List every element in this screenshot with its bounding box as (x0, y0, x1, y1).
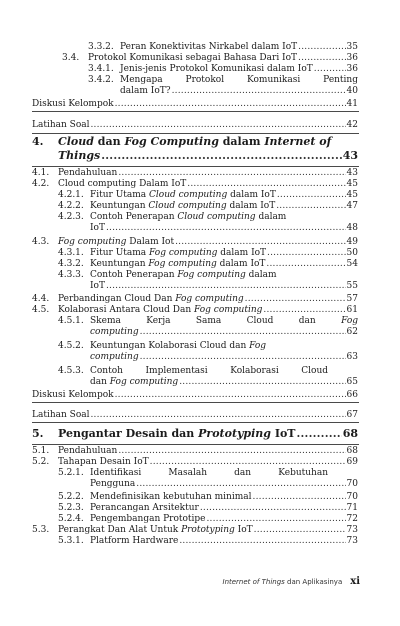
leader-dots (179, 377, 345, 388)
toc-entry-5-3-1[interactable] (58, 536, 358, 547)
entry-title: Perbandingan Cloud Dan Fog computing (58, 294, 244, 304)
toc-entry-4-2-1[interactable] (58, 190, 358, 201)
page-number: 66 (346, 390, 358, 400)
entry-number: 3.4. (62, 53, 80, 63)
entry-title: Tahapan Desain IoT (58, 457, 149, 467)
leader-dots (267, 248, 346, 259)
toc-entry-4-5-1-line1[interactable] (58, 316, 358, 327)
entry-title: Mengapa Protokol Komunikasi Penting (120, 75, 358, 85)
toc-entry-4-3-1[interactable] (58, 248, 358, 259)
divider (32, 166, 359, 167)
entry-title: Mendefinisikan kebutuhan minimal (90, 492, 252, 502)
entry-number: 4.2.2. (58, 201, 84, 211)
page-number: 68 (342, 427, 358, 440)
leader-dots (314, 64, 346, 75)
entry-number: 4.5. (32, 305, 50, 315)
chapter-number: 4. (32, 135, 44, 148)
toc-entry-diskusi-3[interactable] (32, 99, 358, 110)
page-number: 57 (346, 294, 358, 304)
running-title: Internet of Things dan Aplikasinya (222, 578, 343, 586)
toc-entry-4-3-3-line1[interactable] (58, 270, 277, 281)
page-number: 45 (346, 179, 358, 189)
toc-entry-4-5[interactable] (32, 305, 358, 316)
entry-number: 5.2.3. (58, 503, 84, 513)
entry-title: Diskusi Kelompok (32, 390, 114, 400)
page-number: 68 (346, 446, 358, 456)
page-number: 54 (346, 259, 358, 269)
leader-dots (106, 223, 346, 234)
entry-number: 5.2.1. (58, 468, 84, 478)
toc-entry-5-3[interactable] (32, 525, 358, 536)
entry-number: 4.3.2. (58, 259, 84, 269)
page-number: 70 (346, 492, 358, 502)
divider (32, 111, 359, 112)
page-number: 45 (346, 190, 358, 200)
entry-number: 3.4.1. (88, 64, 114, 74)
entry-title-cont: computing (90, 327, 139, 337)
page-number: 43 (342, 149, 358, 162)
entry-title: Protokol Komunikasi sebagai Bahasa Dari IoT (88, 53, 298, 63)
page-number: 35 (346, 42, 358, 52)
toc-entry-3-4-2-line2[interactable] (120, 86, 358, 97)
leader-dots (187, 179, 345, 190)
entry-title: Kolaborasi Antara Cloud Dan Fog computing (58, 305, 263, 315)
leader-dots (175, 237, 345, 248)
entry-title: Keuntungan Fog computing dalam IoT (90, 259, 266, 269)
entry-title: Diskusi Kelompok (32, 99, 114, 109)
toc-entry-4-2-3-line1[interactable] (58, 212, 286, 223)
leader-dots (150, 457, 346, 468)
toc-entry-4-2-2[interactable] (58, 201, 358, 212)
entry-number: 4.1. (32, 168, 50, 178)
toc-entry-4-3[interactable] (32, 237, 358, 248)
toc-entry-3-4-2-line1[interactable] (88, 75, 358, 86)
page-number: 49 (346, 237, 358, 247)
leader-dots (172, 86, 346, 97)
folio-page-number: xi (350, 576, 360, 587)
page-number: 36 (346, 53, 358, 63)
page-number: 71 (346, 503, 358, 513)
entry-title: Perangkat Dan Alat Untuk Prototyping IoT (58, 525, 253, 535)
chapter-4-title-line2[interactable] (58, 149, 358, 163)
divider (32, 402, 359, 403)
page-number: 42 (346, 120, 358, 130)
divider (32, 133, 359, 134)
entry-title: Fitur Utama Cloud computing dalam IoT (90, 190, 276, 200)
toc-entry-5-2-2[interactable] (58, 492, 358, 503)
toc-entry-5-2[interactable] (32, 457, 358, 468)
leader-dots (277, 190, 346, 201)
toc-entry-4-5-2-line1[interactable] (58, 341, 266, 352)
entry-number: 4.3. (32, 237, 50, 247)
page-number: 50 (346, 248, 358, 258)
leader-dots (118, 446, 345, 457)
toc-entry-3-4[interactable] (62, 53, 358, 64)
leader-dots (298, 53, 346, 64)
entry-number: 3.3.2. (88, 42, 114, 52)
entry-title-cont: dan Fog computing (90, 377, 179, 387)
chapter-5-title[interactable] (32, 427, 358, 441)
page-footer (170, 576, 360, 590)
leader-dots (106, 281, 346, 292)
entry-number: 4.5.3. (58, 366, 84, 376)
entry-title-cont: dalam IoT? (120, 86, 171, 96)
toc-entry-4-4[interactable] (32, 294, 358, 305)
entry-title: Cloud computing Dalam IoT (58, 179, 187, 189)
divider (32, 422, 359, 423)
leader-dots (140, 327, 346, 338)
leader-dots (298, 42, 345, 53)
entry-title: Perancangan Arsitektur (90, 503, 199, 513)
leader-dots (200, 503, 346, 514)
toc-entry-latihan-4[interactable] (32, 410, 358, 421)
leader-dots (101, 149, 341, 163)
page-number: 36 (346, 64, 358, 74)
entry-title: Contoh Implementasi Kolaborasi Cloud (90, 366, 328, 376)
entry-title: Pendahuluan (58, 168, 118, 178)
toc-entry-4-2[interactable] (32, 179, 358, 190)
leader-dots (91, 120, 346, 131)
entry-title-cont: IoT (90, 223, 105, 233)
entry-title: Peran Konektivitas Nirkabel dalam IoT (120, 42, 298, 52)
entry-title: Fog computing Dalam Iot (58, 237, 175, 247)
entry-title: Pendahuluan (58, 446, 118, 456)
leader-dots (297, 427, 342, 441)
entry-title: Contoh Penerapan Fog computing dalam (90, 270, 277, 280)
toc-entry-4-3-3-line2[interactable] (90, 281, 358, 292)
entry-number: 4.5.2. (58, 341, 84, 351)
toc-entry-5-2-1-line1[interactable] (58, 468, 328, 479)
leader-dots (179, 536, 345, 547)
entry-number: 4.3.1. (58, 248, 84, 258)
toc-entry-4-2-3-line2[interactable] (90, 223, 358, 234)
entry-number: 3.4.2. (88, 75, 114, 85)
toc-entry-4-5-2-line2[interactable] (90, 352, 358, 363)
chapter-title-part: Things (58, 149, 101, 162)
page-number: 69 (346, 457, 358, 467)
entry-number: 5.2. (32, 457, 50, 467)
leader-dots (245, 294, 346, 305)
toc-entry-4-1[interactable] (32, 168, 358, 179)
page-number: 43 (346, 168, 358, 178)
entry-number: 5.2.4. (58, 514, 84, 524)
toc-entry-5-2-1-line2[interactable] (90, 479, 358, 490)
page-number: 62 (346, 327, 358, 337)
chapter-title-part: Fog Computing (124, 135, 219, 148)
entry-title: Jenis-jenis Protokol Komunikasi dalam IoT (120, 64, 313, 74)
entry-title: Skema Kerja Sama Cloud dan Fog (90, 316, 358, 326)
leader-dots (91, 410, 346, 421)
leader-dots (266, 259, 345, 270)
entry-title: Keuntungan Cloud computing dalam IoT (90, 201, 276, 211)
leader-dots (115, 390, 346, 401)
page-number: 63 (346, 352, 358, 362)
leader-dots (254, 525, 346, 536)
toc-entry-5-2-4[interactable] (58, 514, 358, 525)
entry-number: 5.2.2. (58, 492, 84, 502)
entry-title: Identifikasi Masalah dan Kebutuhan (90, 468, 328, 478)
entry-title: Keuntungan Kolaborasi Cloud dan Fog (90, 341, 267, 351)
entry-title-cont: IoT (90, 281, 105, 291)
page-number: 40 (346, 86, 358, 96)
leader-dots (276, 201, 345, 212)
leader-dots (118, 168, 345, 179)
entry-title: Fitur Utama Fog computing dalam IoT (90, 248, 267, 258)
entry-number: 5.3. (32, 525, 50, 535)
entry-title-cont: Pengguna (90, 479, 136, 489)
entry-number: 5.3.1. (58, 536, 84, 546)
entry-number: 4.2. (32, 179, 50, 189)
chapter-title: Pengantar Desain dan Prototyping IoT (58, 427, 296, 440)
entry-title-cont: computing (90, 352, 139, 362)
page-number: 61 (346, 305, 358, 315)
entry-title: Latihan Soal (32, 120, 90, 130)
toc-entry-4-5-3-line1[interactable] (58, 366, 328, 377)
toc-entry-5-2-3[interactable] (58, 503, 358, 514)
leader-dots (207, 514, 346, 525)
toc-entry-4-5-1-line2[interactable] (90, 327, 358, 338)
chapter-4-title-line1[interactable] (32, 135, 358, 149)
page-number: 47 (346, 201, 358, 211)
toc-entry-diskusi-4[interactable] (32, 390, 358, 401)
chapter-title-part: dalam (218, 135, 265, 148)
entry-number: 4.3.3. (58, 270, 84, 280)
entry-number: 4.4. (32, 294, 50, 304)
divider (32, 444, 359, 445)
page-number: 48 (346, 223, 358, 233)
chapter-title-part: Internet of (264, 135, 332, 148)
entry-number: 5.1. (32, 446, 50, 456)
entry-title: Latihan Soal (32, 410, 90, 420)
page-number: 72 (346, 514, 358, 524)
entry-number: 4.2.1. (58, 190, 84, 200)
entry-number: 4.5.1. (58, 316, 84, 326)
page-number: 65 (346, 377, 358, 387)
page-number: 55 (346, 281, 358, 291)
chapter-title-part: dan (93, 135, 125, 148)
page-number: 73 (346, 536, 358, 546)
toc-entry-latihan-3[interactable] (32, 120, 358, 131)
page-number: 70 (346, 479, 358, 489)
leader-dots (263, 305, 345, 316)
entry-title: Platform Hardware (90, 536, 179, 546)
leader-dots (140, 352, 346, 363)
page-number: 67 (346, 410, 358, 420)
toc-entry-3-4-1[interactable] (88, 64, 358, 75)
leader-dots (136, 479, 345, 490)
toc-entry-3-3-2[interactable] (88, 42, 358, 53)
chapter-number: 5. (32, 427, 44, 440)
leader-dots (115, 99, 346, 110)
page-number: 73 (346, 525, 358, 535)
leader-dots (253, 492, 346, 503)
entry-title: Contoh Penerapan Cloud computing dalam (90, 212, 287, 222)
entry-title: Pengembangan Prototipe (90, 514, 206, 524)
toc-entry-4-5-3-line2[interactable] (90, 377, 358, 388)
entry-number: 4.2.3. (58, 212, 84, 222)
toc-entry-4-3-2[interactable] (58, 259, 358, 270)
page-number: 41 (346, 99, 358, 109)
chapter-title-part: Cloud (58, 135, 94, 148)
toc-entry-5-1[interactable] (32, 446, 358, 457)
